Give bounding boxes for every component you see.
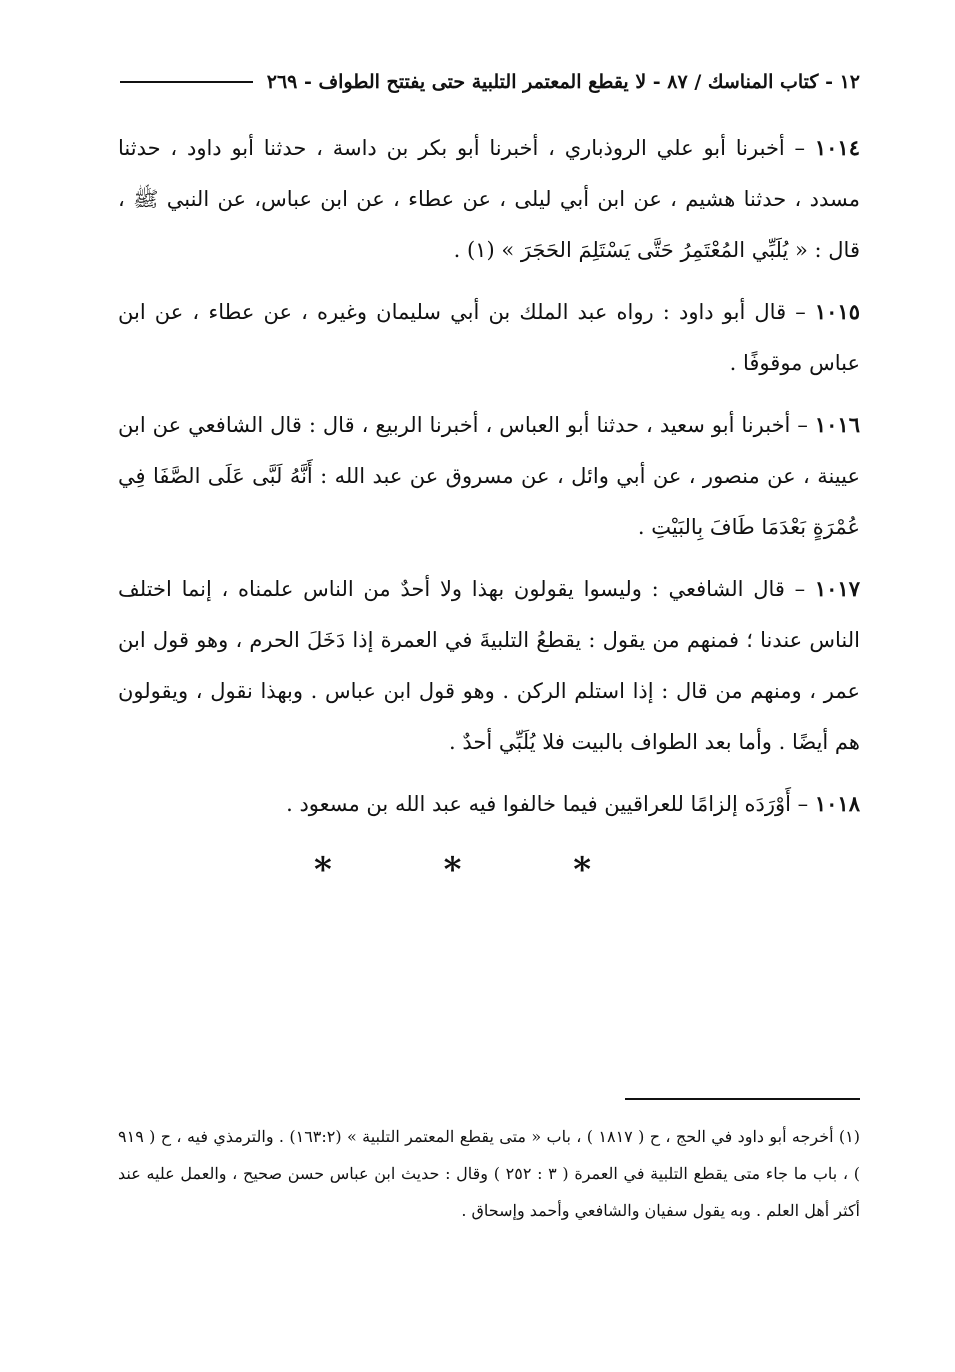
hadith-paragraph-1018 [118,778,860,830]
hadith-paragraph-1015 [118,286,860,389]
footnote-separator [625,1098,860,1100]
footnotes [118,1118,860,1229]
paragraph-text: – أخبرنا أبو علي الروذباري ، أخبرنا أبو بكر بن داسة ، حدثنا أبو داود ، حدثنا مسدد ، حدثنا هشيم ، عن ابن أبي ليلى ، عن عطاء ، عن ابن عباس، عن النبي ﷺ ، قال : « يُلَبِّي المُعْتَمِرُ حَتَّى يَسْتَلِمَ الحَجَرَ » (١) . [118,136,860,262]
hadith-paragraph-1017 [118,563,860,768]
paragraph-text: – أخبرنا أبو سعيد ، حدثنا أبو العباس ، أخبرنا الربيع ، قال : قال الشافعي عن ابن عيينة ، عن منصور ، عن أبي وائل ، عن مسروق عن عبد الله : أَنَّهُ لَبَّى عَلَى الصَّفَا فِي عُمْرَةٍ بَعْدَمَا طَافَ بِالبَيْتِ . [118,413,860,539]
paragraph-number: ١٠١٦ [814,412,860,437]
hadith-paragraph-1014 [118,122,860,276]
footnote-1: (١) أخرجه أبو داود في الحج ، ح ( ١٨١٧ ) ، باب « متى يقطع المعتمر التلبية » (١٦٣:٢) . والترمذي فيه ، ح ( ٩١٩ ) ، باب ما جاء متى يقطع التلبية في العمرة ( ٣ : ٢٥٢ ) وقال : حديث ابن عباس حسن صحيح ، والعمل عليه عند أكثر أهل العلم . وبه يقول سفيان والشافعي وأحمد وإسحاق . [118,1127,861,1220]
main-text [118,122,860,840]
section-ornament: * * * [313,850,641,890]
paragraph-text: – قال أبو داود : رواه عبد الملك بن أبي سليمان وغيره ، عن عطاء ، عن ابن عباس موقوفًا . [118,300,860,375]
running-header [120,62,860,102]
paragraph-number: ١٠١٧ [814,576,860,601]
paragraph-number: ١٠١٤ [814,135,860,160]
paragraph-text: – قال الشافعي : وليسوا يقولون بهذا ولا أحدٌ من الناس علمناه ، إنما اختلف الناس عندنا ؛ فمنهم من يقول : يقطعُ التلبيةَ في العمرة إذا دَخَلَ الحرم ، وهو قول ابن عمر ، ومنهم من قال : إذا استلم الركن . وهو قول ابن عباس . وبهذا نقول ، ويقولون هم أيضًا . وأما بعد الطواف بالبيت فلا يُلَبِّي أحدٌ . [118,577,860,754]
paragraph-number: ١٠١٨ [814,791,860,816]
paragraph-text: – أَوْرَدَه إلزامًا للعراقيين فيما خالفوا فيه عبد الله بن مسعود . [286,792,809,816]
hadith-paragraph-1016 [118,399,860,553]
running-title: ١٢ - كتاب المناسك / ٨٧ - لا يقطع المعتمر التلبية حتى يفتتح الطواف - ٢٦٩ [266,71,860,93]
paragraph-number: ١٠١٥ [814,299,860,324]
header-rule [120,81,253,83]
